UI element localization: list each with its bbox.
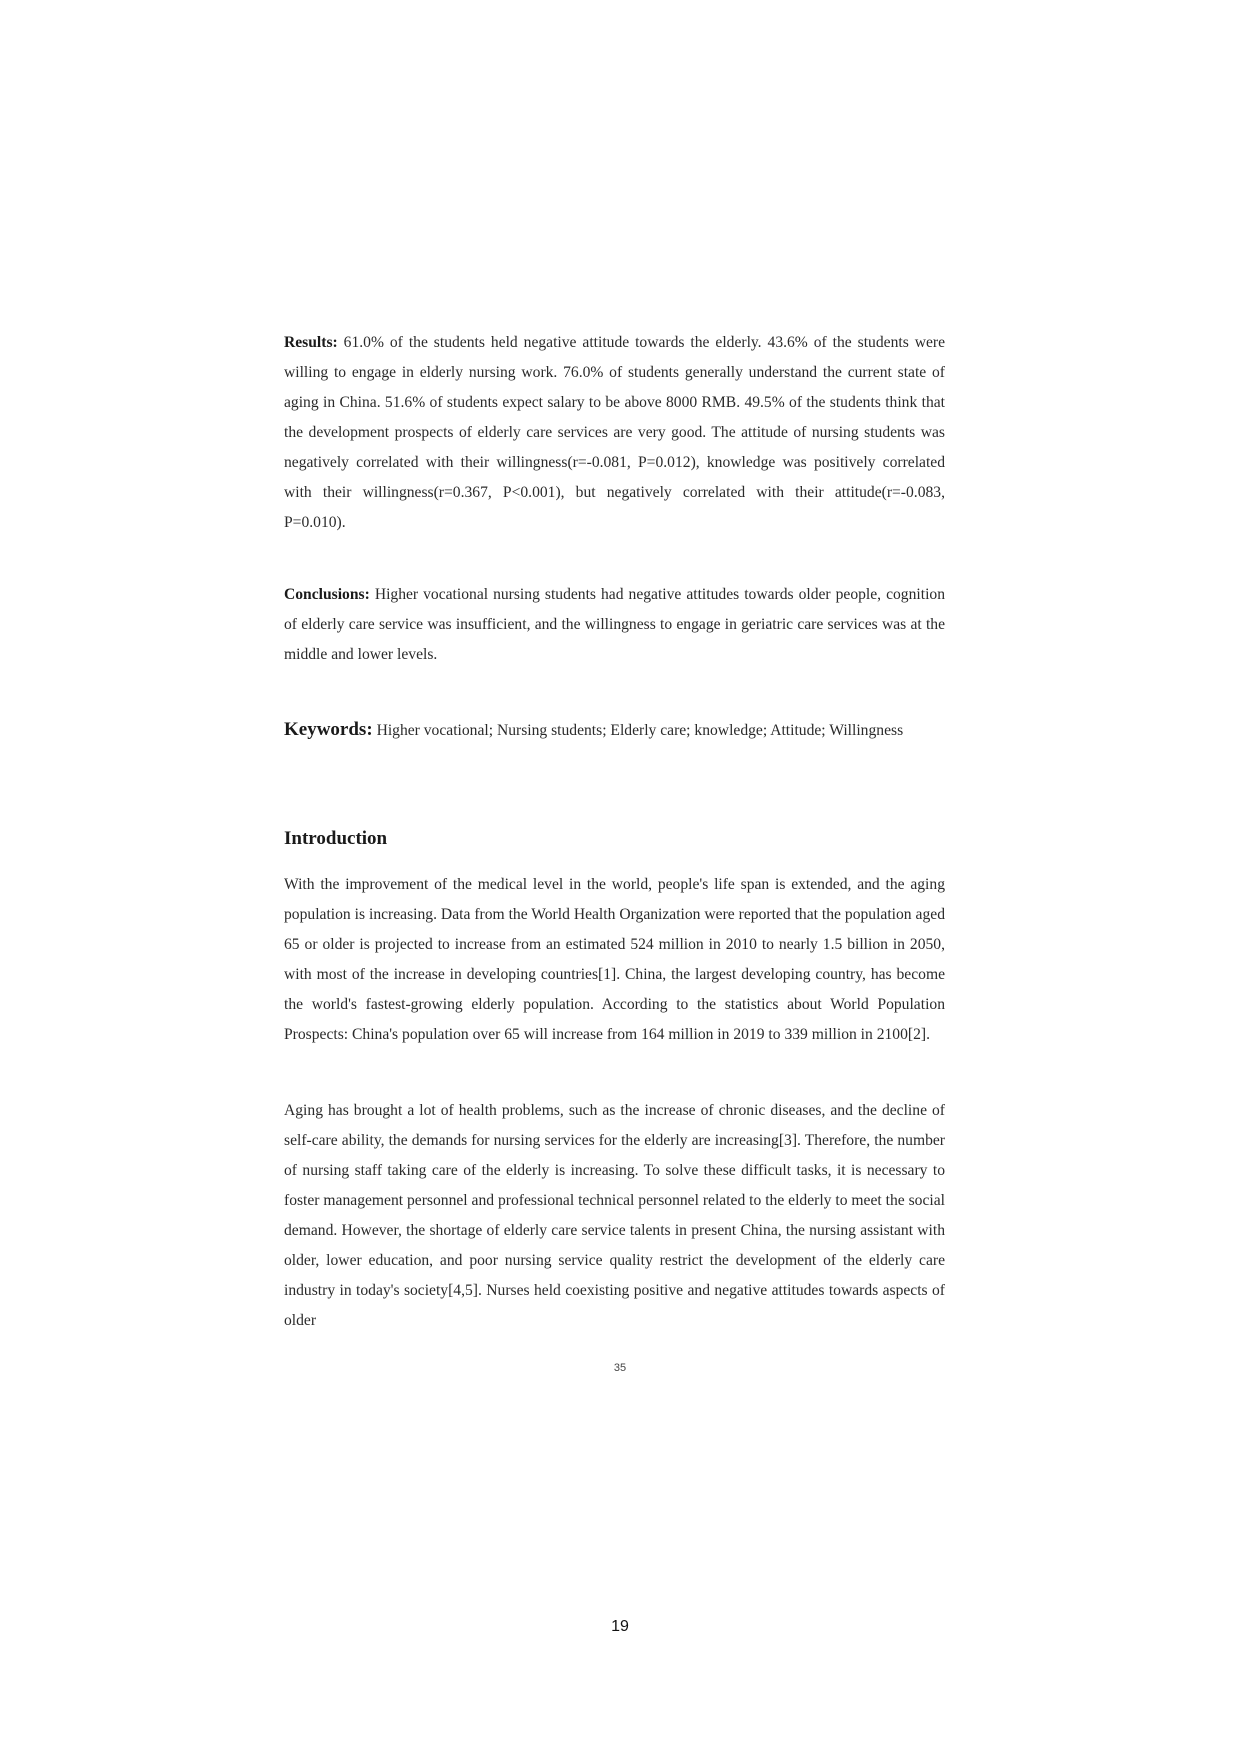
keywords-section: [284, 714, 945, 747]
keywords-paragraph: [284, 714, 945, 747]
introduction-paragraph: With the improvement of the medical level in the world, people's life span is extended, and the aging population is increasing. Data from the World Health Organization were reported that the population aged 65 or older is projected to increase from an estimated 524 million in 2010 to nearly 1.5 billion in 2050, with most of the increase in developing countries[1]. China, the largest developing country, has become the world's fastest-growing elderly population. According to the statistics about World Population Prospects: China's population over 65 will increase from 164 million in 2019 to 339 million in 2100[2].: [284, 876, 945, 1043]
introduction-paragraph: Aging has brought a lot of health problems, such as the increase of chronic diseases, and the decline of self-care ability, the demands for nursing services for the elderly are increasing[3]. Therefore, the number of nursing staff taking care of the elderly is increasing. To solve these difficult tasks, it is necessary to foster management personnel and professional technical personnel related to the elderly to meet the social demand. However, the shortage of elderly care service talents in present China, the nursing assistant with older, lower education, and poor nursing service quality restrict the development of the elderly care industry in today's society[4,5]. Nurses held coexisting positive and negative attitudes towards aspects of older: [284, 1102, 945, 1329]
results-section: [284, 328, 945, 538]
introduction-heading-block: [284, 824, 945, 854]
results-label: Results:: [284, 334, 338, 351]
conclusions-text: Higher vocational nursing students had negative attitudes towards older people, cognition of elderly care service was insufficient, and the willingness to engage in geriatric care services was at the middle and lower levels.: [284, 586, 945, 663]
conclusions-paragraph: [284, 580, 945, 670]
introduction-heading: Introduction: [284, 828, 388, 849]
inner-page-number: 35: [613, 1362, 627, 1374]
results-paragraph: [284, 328, 945, 538]
introduction-paragraph-2-block: [284, 1096, 945, 1336]
keywords-text: Higher vocational; Nursing students; Elderly care; knowledge; Attitude; Willingness: [376, 722, 904, 739]
page-number: 19: [611, 1618, 629, 1635]
keywords-label: Keywords:: [284, 719, 373, 740]
results-text: 61.0% of the students held negative attitude towards the elderly. 43.6% of the students were willing to engage in elderly nursing work. 76.0% of students generally understand the current state of aging in China. 51.6% of students expect salary to be above 8000 RMB. 49.5% of the students think that the development prospects of elderly care services are very good. The attitude of nursing students was negatively correlated with their willingness(r=-0.081, P=0.012), knowledge was positively correlated with their willingness(r=0.367, P<0.001), but negatively correlated with their attitude(r=-0.083, P=0.010).: [284, 334, 945, 531]
conclusions-label: Conclusions:: [284, 586, 370, 603]
introduction-paragraph-1-block: [284, 870, 945, 1050]
conclusions-section: [284, 580, 945, 670]
